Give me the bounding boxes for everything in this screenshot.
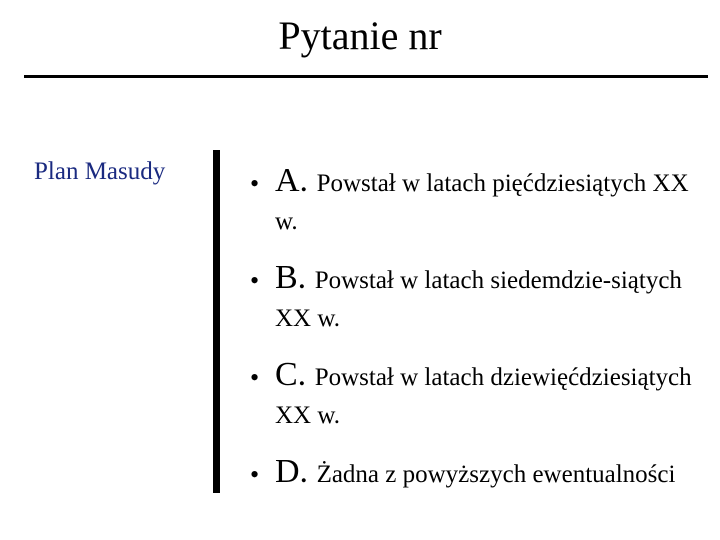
vertical-divider [213, 150, 220, 493]
answer-letter: B. [275, 259, 315, 296]
answer-text: Żadna z powyższych ewentualności [316, 461, 676, 488]
answer-a [250, 162, 710, 241]
topic-label: Plan Masudy [34, 158, 166, 185]
answer-letter: C. [275, 356, 315, 393]
answer-d [250, 453, 710, 494]
bullet-icon: • [250, 460, 260, 489]
answer-text: Powstał w latach dziewięćdziesiątych XX w. [275, 364, 692, 429]
slide-title: Pytanie nr [278, 13, 442, 58]
bullet-icon: • [250, 266, 260, 295]
answer-b [250, 259, 710, 338]
bullet-icon: • [250, 169, 260, 198]
answer-letter: D. [275, 453, 317, 490]
answer-letter: A. [275, 162, 317, 199]
answer-c [250, 356, 710, 435]
answer-text: Powstał w latach pięćdziesiątych XX w. [275, 170, 689, 235]
answer-text: Powstał w latach siedemdzie-siątych XX w. [275, 267, 682, 332]
answer-list [250, 162, 710, 512]
bullet-icon: • [250, 363, 260, 392]
title-underline [24, 75, 708, 78]
